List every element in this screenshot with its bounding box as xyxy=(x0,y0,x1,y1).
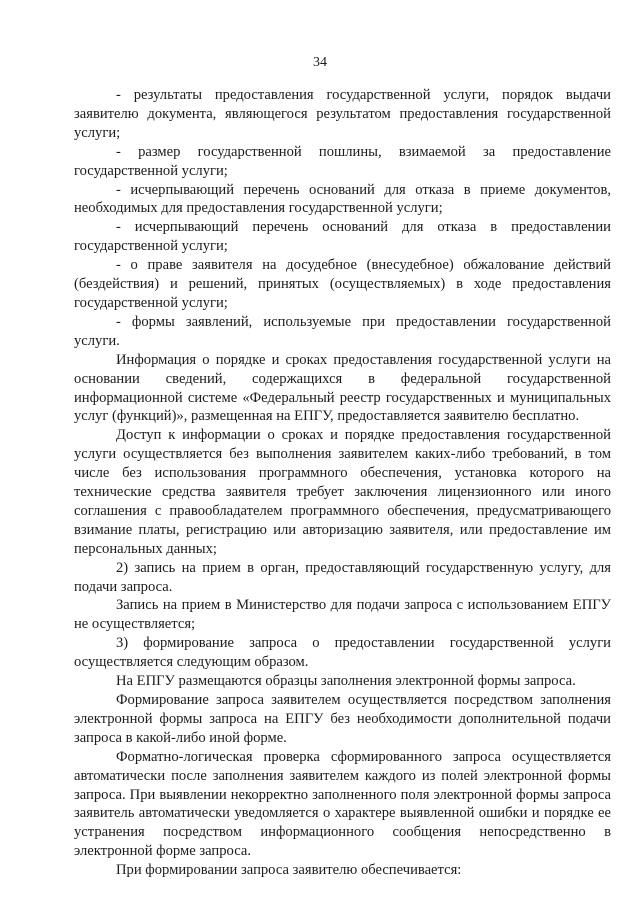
paragraph-refusal-to-accept-documents: - исчерпывающий перечень оснований для отказа в приеме документов, необходимых для предоставления государственной услуги; xyxy=(74,181,611,217)
paragraph-state-fee: - размер государственной пошлины, взимаемой за предоставление государственной услуги; xyxy=(74,143,611,179)
paragraph-form-samples: На ЕПГУ размещаются образцы заполнения электронной формы запроса. xyxy=(116,673,576,690)
paragraph-refusal-to-provide-service: - исчерпывающий перечень оснований для отказа в предоставлении государственной услуги; xyxy=(74,219,611,255)
page-number: 34 xyxy=(313,55,327,70)
paragraph-format-logic-check: Форматно-логическая проверка сформированного запроса осуществляется автоматически после заполнения заявителем каждого из полей электронной формы запроса. При выявлении некорректно заполненного поля электронной формы запроса заявитель автоматически уведомляется о характере выявленной ошибки и порядке ее устранения посредством информационного сообщения непосредственно в электронной форме запроса. xyxy=(74,748,611,860)
paragraph-information-free-of-charge: Информация о порядке и сроках предоставления государственной услуги на основании сведений, содержащихся в федеральной государственной информационной системе «Федеральный реестр государственных и муниципальных услуг (функций)», размещенная на ЕПГУ, предоставляется заявителю бесплатно. xyxy=(74,351,611,425)
paragraph-access-to-information: Доступ к информации о сроках и порядке предоставления государственной услуги осуществляется без выполнения заявителем каких-либо требований, в том числе без использования программного обеспечения, установка которого на технические средства заявителя требует заключения лицензионного или иного соглашения с правообладателем программного обеспечения, предусматривающего взимание платы, регистрацию или авторизацию заявителя, или предоставление им персональных данных; xyxy=(74,427,611,557)
paragraph-request-provisions: При формировании запроса заявителю обеспечивается: xyxy=(116,862,462,879)
paragraph-result-of-service: - результаты предоставления государственной услуги, порядок выдачи заявителю документа, являющегося результатом предоставления государственной услуги; xyxy=(74,87,611,141)
document-body xyxy=(74,86,611,880)
paragraph-right-to-appeal: - о праве заявителя на досудебное (внесудебное) обжалование действий (бездействия) и решений, принятых (осуществляемых) в ходе предоставления государственной услуги; xyxy=(74,257,611,311)
paragraph-electronic-form-filling: Формирование запроса заявителем осуществляется посредством заполнения электронной формы запроса на ЕПГУ без необходимости дополнительной подачи запроса в какой-либо иной форме. xyxy=(74,692,611,746)
paragraph-application-forms: - формы заявлений, используемые при предоставлении государственной услуги. xyxy=(74,313,611,349)
paragraph-no-booking-via-epgu: Запись на прием в Министерство для подачи запроса с использованием ЕПГУ не осуществляется; xyxy=(74,597,611,633)
paragraph-appointment-booking: 2) запись на прием в орган, предоставляющий государственную услугу, для подачи запроса. xyxy=(74,559,611,595)
paragraph-request-formation: 3) формирование запроса о предоставлении государственной услуги осуществляется следующим образом. xyxy=(74,635,611,671)
